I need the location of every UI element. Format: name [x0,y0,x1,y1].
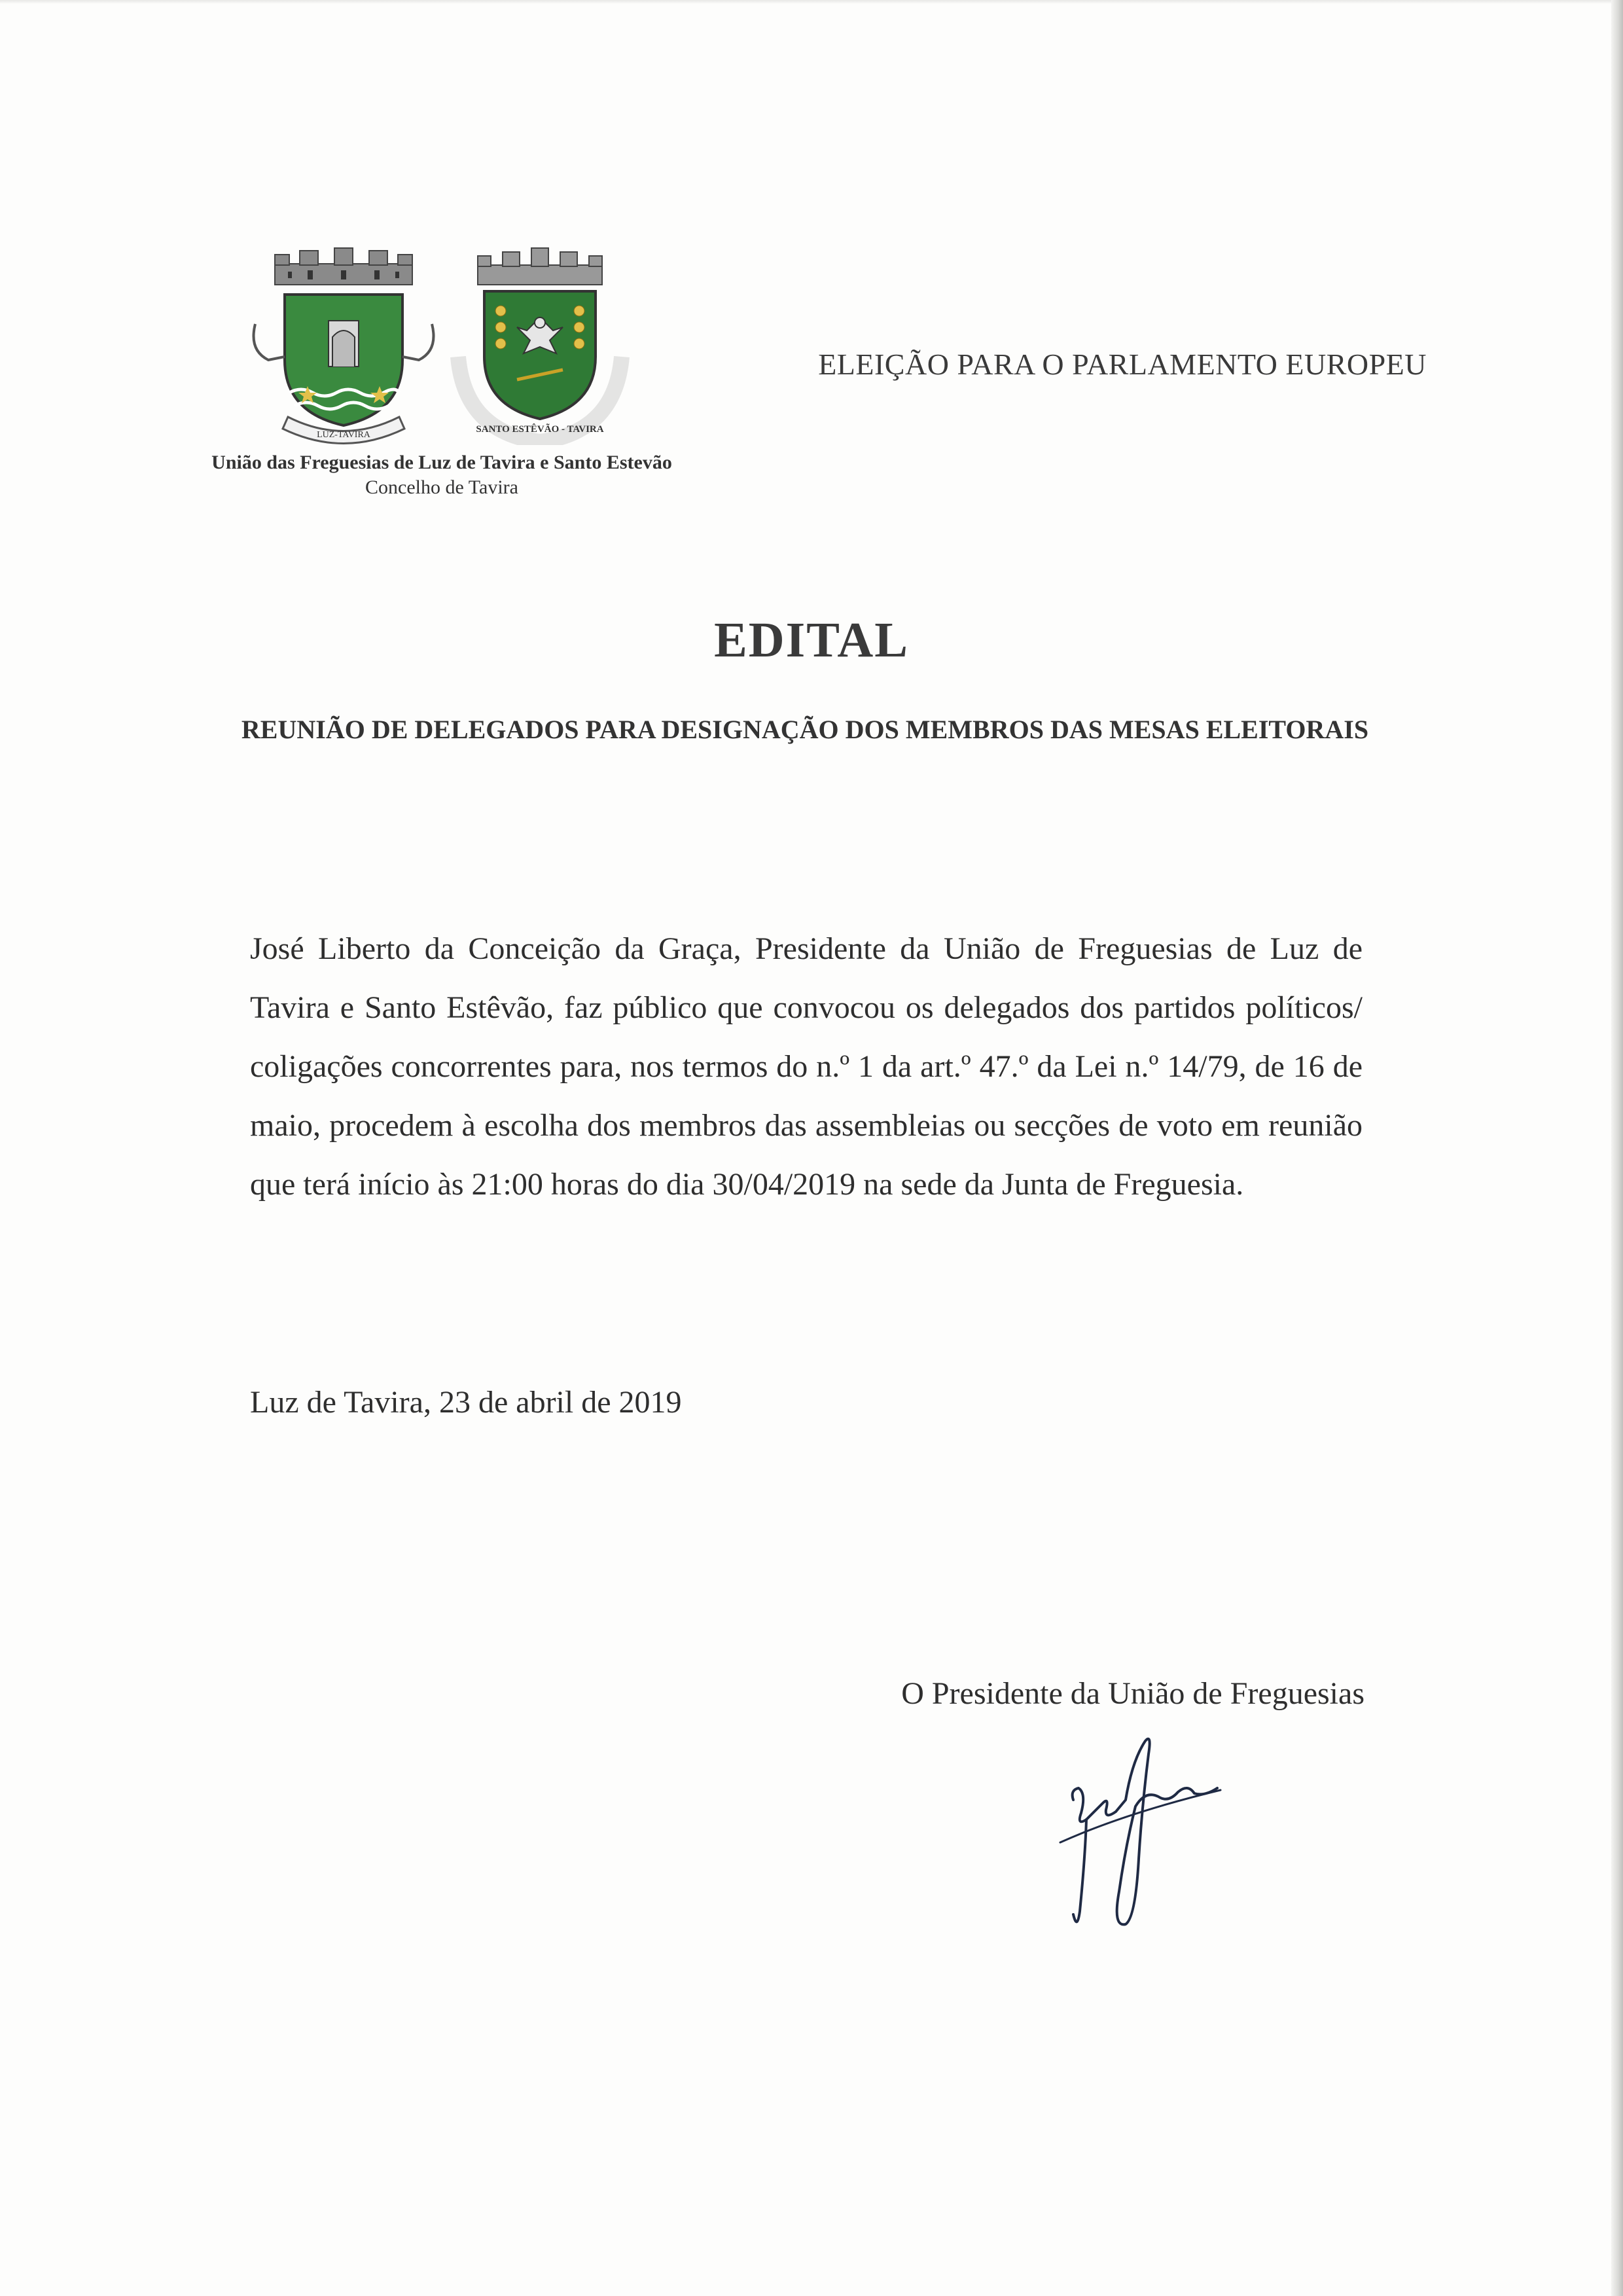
luz-tavira-coat-of-arms-icon [249,245,438,445]
coats-of-arms [249,245,635,445]
crest-right-label: SANTO ESTÊVÃO - TAVIRA [476,424,604,435]
document-title: EDITAL [714,613,909,668]
scan-edge-top [0,0,1623,4]
place-and-date: Luz de Tavira, 23 de abril de 2019 [250,1385,682,1420]
scan-edge-right [1611,0,1623,2296]
municipality-name: Concelho de Tavira [365,476,518,498]
body-paragraph: José Liberto da Conceição da Graça, Presidente da União de Freguesias de Luz de Tavira e Santo Estêvão, faz público que convocou os delegados dos partidos políticos/ coligações concorrentes para, nos termos do n.º 1 da art.º 47.º da Lei n.º 14/79, de 16 de maio, procedem à escolha dos membros das assembleias ou secções de voto em reunião que terá início às 21:00 horas do dia 30/04/2019 na sede da Junta de Freguesia. [250,931,1363,1202]
handwritten-signature-icon [1047,1728,1230,1937]
document-subtitle: REUNIÃO DE DELEGADOS PARA DESIGNAÇÃO DOS MEMBROS DAS MESAS ELEITORAIS [241,715,1369,744]
crest-left-label: LUZ-TAVIRA [317,430,370,440]
signature-role: O Presidente da União de Freguesias [901,1676,1364,1711]
santo-estevao-coat-of-arms-icon [445,245,635,445]
election-title: ELEIÇÃO PARA O PARLAMENTO EUROPEU [818,348,1427,381]
organization-name: União das Freguesias de Luz de Tavira e Santo Estevão [211,452,672,473]
